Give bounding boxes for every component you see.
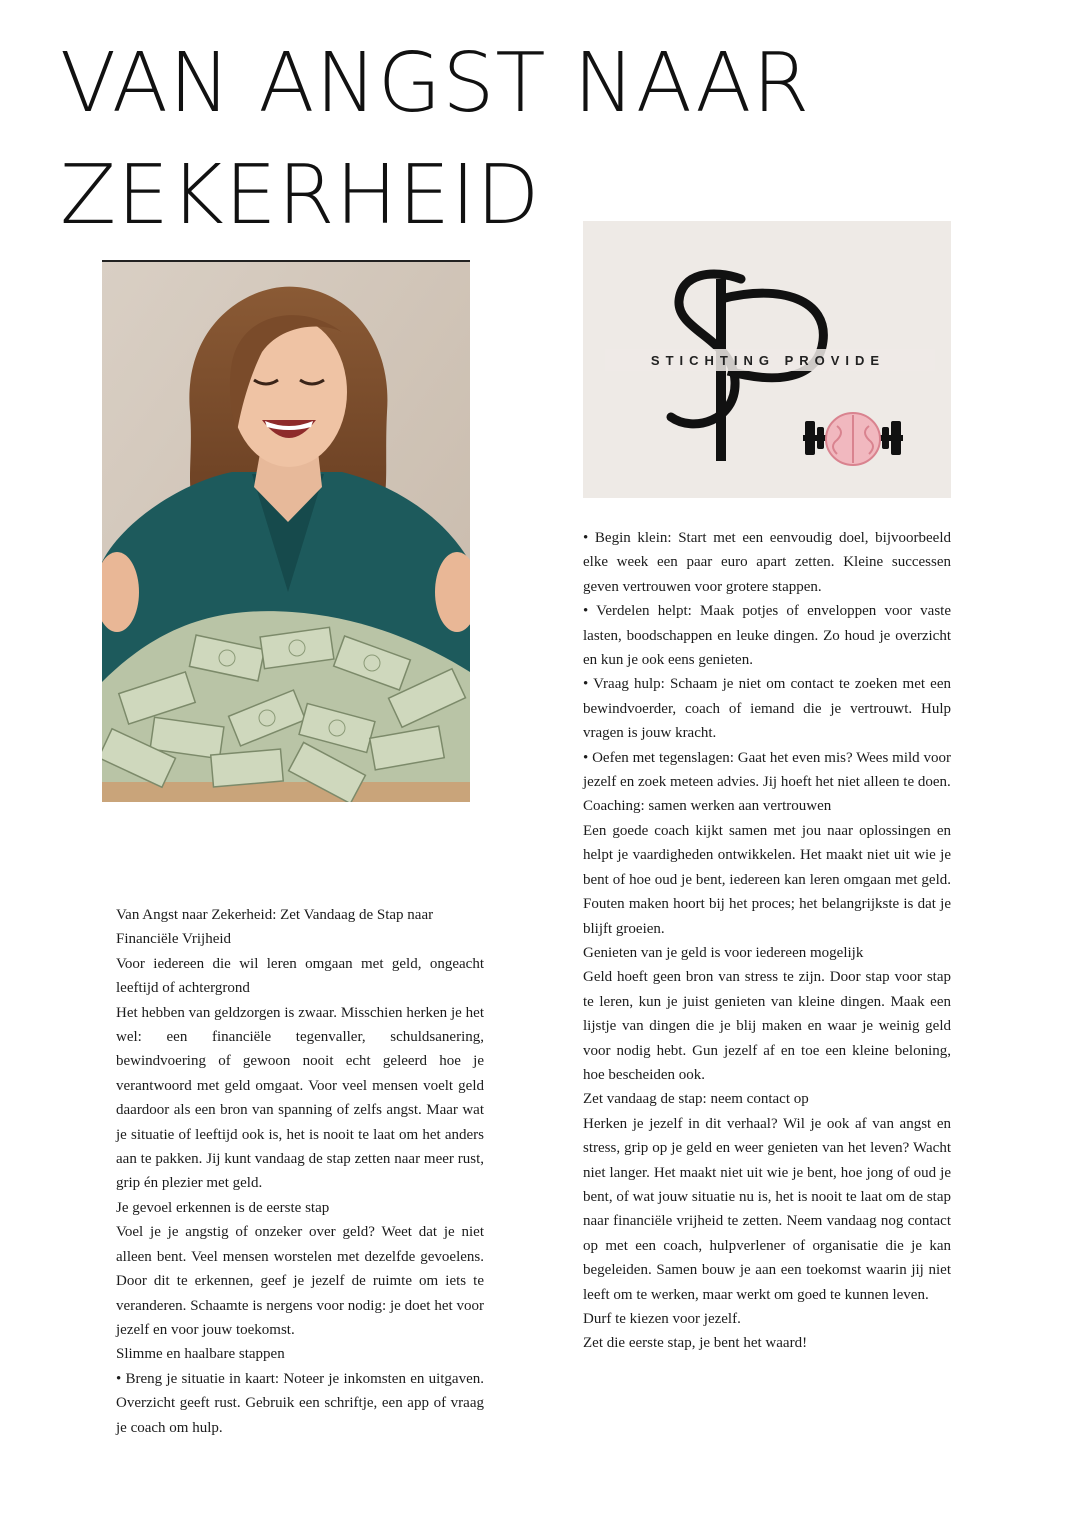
section-heading: Coaching: samen werken aan vertrouwen — [583, 798, 832, 815]
paragraph: • Vraag hulp: Schaam je niet om contact te zoeken met een bewindvoerder, coach of iemand die je vertrouwt. Hulp vragen is jouw kracht. — [583, 676, 951, 742]
paragraph: Herken je jezelf in dit verhaal? Wil je ook af van angst en stress, grip op je geld en weer genieten van het leven? Wacht niet langer. Het maakt niet uit wie je bent, hoe jong of oud je bent, of wat jouw situatie nu is, het is nooit te laat om de stap naar financiële vrijheid te zetten. Neem vandaag nog contact op met een coach, hulpverlener of organisatie die je kan begeleiden. Samen bouw je aan een toekomst waarin jij niet leeft om te werken, maar werkt om goed te kunnen leven. — [583, 1115, 951, 1303]
paragraph: Een goede coach kijkt samen met jou naar oplossingen en helpt je vaardigheden ontwikkelen. Het maakt niet uit wie je bent of hoe oud je bent, iedereen kan leren omgaan met geld. Fouten maken hoort bij het proces; het belangrijkste is dat je blijft groeien. — [583, 822, 951, 937]
logo-name: STICHTING PROVIDE — [650, 353, 886, 368]
section-heading: Genieten van je geld is voor iedereen mogelijk — [583, 944, 864, 961]
title-line-1: VAN ANGST NAAR — [60, 36, 811, 131]
section-heading: Je gevoel erkennen is de eerste stap — [116, 1199, 330, 1216]
title-line-2: ZEKERHEID — [60, 148, 541, 243]
paragraph: • Breng je situatie in kaart: Noteer je inkomsten en uitgaven. Overzicht geeft rust. Gebruik een schriftje, een app of vraag je coach om hulp. — [116, 1370, 484, 1436]
section-heading: Slimme en haalbare stappen — [116, 1346, 285, 1363]
brain-dumbbell-icon — [803, 413, 903, 465]
section-heading: Zet vandaag de stap: neem contact op — [583, 1091, 809, 1108]
paragraph: Voel je je angstig of onzeker over geld? Weet dat je niet alleen bent. Veel mensen worstelen met dezelfde gevoelens. Door dit te erkennen, geef je jezelf de ruimte om iets te veranderen. Schaamte is nergens voor nodig: je doet het voor jezelf en voor jouw toekomst. — [116, 1224, 484, 1338]
left-article-column — [116, 903, 484, 1440]
section-heading: Durf te kiezen voor jezelf. — [583, 1311, 741, 1327]
paragraph: • Verdelen helpt: Maak potjes of enveloppen voor vaste lasten, boodschappen en leuke dingen. Zo houd je overzicht en kun je ook eens genieten. — [583, 603, 951, 669]
paragraph: • Begin klein: Start met een eenvoudig doel, bijvoorbeeld elke week een paar euro apart zetten. Kleine successen geven vertrouwen voor grotere stappen. — [583, 530, 951, 595]
smiling-woman-with-money-image — [102, 260, 470, 802]
right-article-column — [583, 526, 951, 1356]
section-heading: Zet die eerste stap, je bent het waard! — [583, 1335, 808, 1352]
paragraph: • Oefen met tegenslagen: Gaat het even mis? Wees mild voor jezelf en zoek meteen advies. Jij hoeft het niet alleen te doen. — [583, 749, 951, 791]
stichting-provide-logo — [583, 221, 951, 498]
paragraph: Voor iedereen die wil leren omgaan met geld, ongeacht leeftijd of achtergrond — [116, 955, 484, 997]
paragraph: Het hebben van geldzorgen is zwaar. Misschien herken je het wel: een financiële tegenvaller, schuldsanering, bewindvoering of gewoon nooit echt geleerd hoe je verantwoord met geld omgaat. Voor veel mensen voelt geld daardoor als een bron van spanning of zelfs angst. Maar wat je situatie of leeftijd ook is, het is nooit te laat om het anders aan te pakken. Jij kunt vandaag de stap zetten naar meer rust, grip én plezier met geld. — [116, 1004, 484, 1192]
section-heading: Van Angst naar Zekerheid: Zet Vandaag de Stap naar Financiële Vrijheid — [116, 907, 434, 948]
paragraph: Geld hoeft geen bron van stress te zijn. Door stap voor stap te leren, kun je juist genieten van kleine dingen. Maak een lijstje van dingen die je blij maken en waar je weinig geld voor nodig hebt. Gun jezelf af en toe een kleine beloning, hoe bescheiden ook. — [583, 969, 951, 1083]
page-title — [60, 28, 960, 252]
